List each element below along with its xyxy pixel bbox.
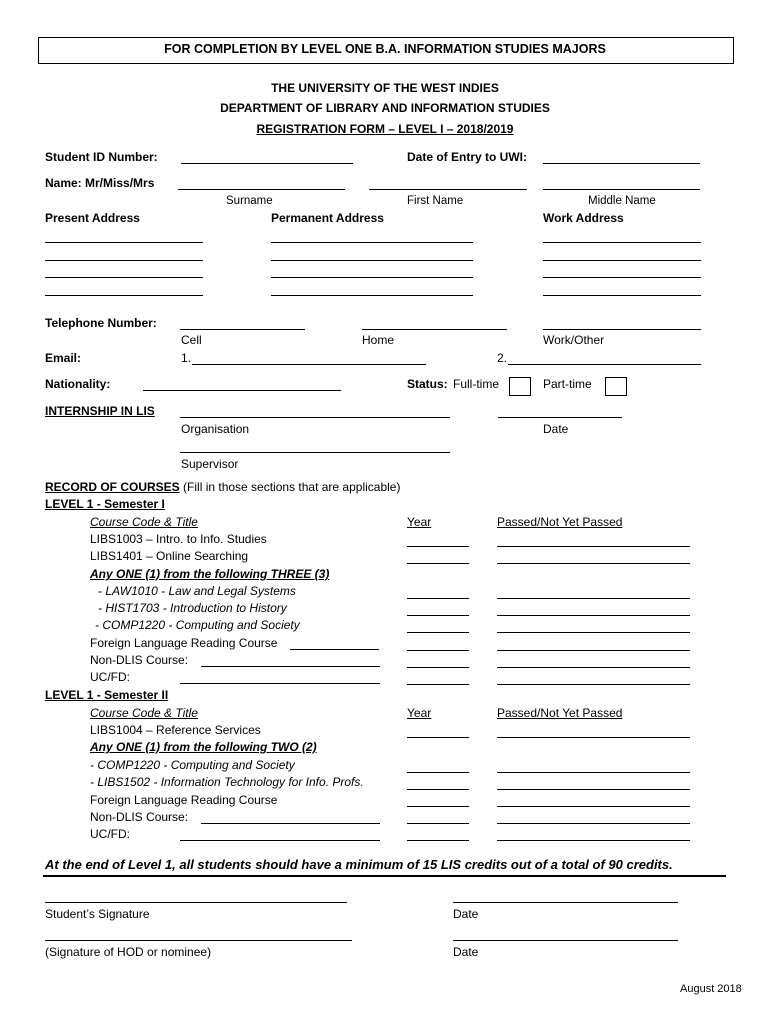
sem1-option-hist1703: - HIST1703 - Introduction to History [98, 601, 287, 615]
part-time-checkbox[interactable] [605, 377, 627, 396]
sem1-passed-field[interactable] [497, 667, 690, 668]
sem1-foreign-field[interactable] [290, 649, 379, 650]
full-time-checkbox[interactable] [509, 377, 531, 396]
supervisor-field[interactable] [180, 452, 450, 453]
cell-caption: Cell [181, 333, 202, 347]
work-other-caption: Work/Other [543, 333, 605, 347]
student-signature-caption: Student’s Signature [45, 907, 150, 921]
home-phone-field[interactable] [362, 329, 507, 330]
sem2-year-field[interactable] [407, 840, 469, 841]
sem2-course-header: Course Code & Title [90, 706, 198, 720]
student-signature-field[interactable] [45, 902, 347, 903]
sem1-passed-header: Passed/Not Yet Passed [497, 515, 623, 529]
sem1-option-law1010: - LAW1010 - Law and Legal Systems [98, 584, 296, 598]
work-address-line[interactable] [543, 242, 701, 243]
sem2-passed-field[interactable] [497, 806, 690, 807]
record-heading [45, 480, 400, 494]
entry-date-label: Date of Entry to UWI: [407, 150, 527, 164]
sem1-course-header: Course Code & Title [90, 515, 198, 529]
permanent-address-line[interactable] [271, 242, 473, 243]
sem2-any-one: Any ONE (1) from the following TWO (2) [90, 740, 317, 754]
hod-date-field[interactable] [453, 940, 678, 941]
semester-1-title: LEVEL 1 - Semester I [45, 497, 165, 511]
sem1-foreign-language: Foreign Language Reading Course [90, 636, 278, 650]
work-address-line[interactable] [543, 295, 701, 296]
sem1-ucfd-field[interactable] [180, 683, 380, 684]
present-address-line[interactable] [45, 260, 203, 261]
sem2-foreign-language: Foreign Language Reading Course [90, 793, 278, 807]
sem1-year-field[interactable] [407, 563, 469, 564]
email-1-number: 1. [181, 351, 192, 365]
sem2-passed-header: Passed/Not Yet Passed [497, 706, 623, 720]
sem1-year-field[interactable] [407, 598, 469, 599]
sem1-passed-field[interactable] [497, 598, 690, 599]
first-name-field[interactable] [369, 189, 527, 190]
sem1-any-one: Any ONE (1) from the following THREE (3) [90, 567, 330, 581]
sem1-year-field[interactable] [407, 632, 469, 633]
surname-field[interactable] [178, 189, 345, 190]
sem1-year-field[interactable] [407, 615, 469, 616]
student-date-caption: Date [453, 907, 479, 921]
supervisor-caption: Supervisor [181, 457, 239, 471]
revision-date: August 2018 [680, 983, 742, 995]
sem1-ucfd: UC/FD: [90, 670, 130, 684]
nationality-label: Nationality: [45, 377, 111, 391]
hod-signature-caption: (Signature of HOD or nominee) [45, 945, 212, 959]
surname-caption: Surname [226, 195, 273, 207]
sem2-year-field[interactable] [407, 806, 469, 807]
sem1-year-field[interactable] [407, 684, 469, 685]
work-phone-field[interactable] [543, 329, 701, 330]
sem2-year-field[interactable] [407, 772, 469, 773]
sem2-non-dlis: Non-DLIS Course: [90, 810, 189, 824]
student-id-label: Student ID Number: [45, 150, 158, 164]
nationality-field[interactable] [143, 390, 341, 391]
sem2-option-comp1220: - COMP1220 - Computing and Society [90, 758, 295, 772]
permanent-address-label: Permanent Address [271, 211, 384, 225]
form-title: REGISTRATION FORM – LEVEL I – 2018/2019 [256, 122, 514, 136]
sem1-passed-field[interactable] [497, 632, 690, 633]
sem2-option-libs1502: - LIBS1502 - Information Technology for Info. Profs. [90, 775, 364, 789]
sem1-option-comp1220: - COMP1220 - Computing and Society [95, 618, 300, 632]
email-2-number: 2. [497, 351, 508, 365]
permanent-address-line[interactable] [271, 260, 473, 261]
full-time-label: Full-time [453, 377, 500, 391]
permanent-address-line[interactable] [271, 295, 473, 296]
sem1-non-dlis-field[interactable] [201, 666, 380, 667]
work-address-line[interactable] [543, 260, 701, 261]
sem1-passed-field[interactable] [497, 615, 690, 616]
email-2-field[interactable] [508, 364, 701, 365]
sem1-passed-field[interactable] [497, 650, 690, 651]
present-address-label: Present Address [45, 211, 140, 225]
organisation-caption: Organisation [181, 422, 250, 436]
sem1-year-field[interactable] [407, 667, 469, 668]
present-address-line[interactable] [45, 295, 203, 296]
credit-requirement: At the end of Level 1, all students should have a minimum of 15 LIS credits out of a total of 90 credits. [45, 857, 673, 872]
work-address-label: Work Address [543, 211, 624, 225]
sem2-course-libs1004: LIBS1004 – Reference Services [90, 723, 261, 737]
home-caption: Home [362, 333, 395, 347]
sem2-passed-field[interactable] [497, 772, 690, 773]
first-name-caption: First Name [407, 195, 464, 207]
cell-phone-field[interactable] [180, 329, 305, 330]
hod-signature-field[interactable] [45, 940, 352, 941]
university-name: THE UNIVERSITY OF THE WEST INDIES [271, 81, 499, 95]
sem2-passed-field[interactable] [497, 823, 690, 824]
work-address-line[interactable] [543, 277, 701, 278]
sem2-passed-field[interactable] [497, 789, 690, 790]
sem2-ucfd-field[interactable] [180, 840, 380, 841]
requirement-divider [43, 875, 726, 877]
sem1-year-header: Year [407, 515, 432, 529]
organisation-field[interactable] [180, 417, 450, 418]
internship-title: INTERNSHIP IN LIS [45, 404, 155, 418]
hod-date-caption: Date [453, 945, 479, 959]
sem2-year-header: Year [407, 706, 432, 720]
internship-date-field[interactable] [498, 417, 622, 418]
record-note: (Fill in those sections that are applicable) [183, 480, 401, 494]
email-label: Email: [45, 351, 82, 365]
semester-2-title: LEVEL 1 - Semester II [45, 688, 169, 702]
sem2-non-dlis-field[interactable] [201, 823, 380, 824]
permanent-address-line[interactable] [271, 277, 473, 278]
sem2-passed-field[interactable] [497, 840, 690, 841]
sem1-year-field[interactable] [407, 546, 469, 547]
sem1-passed-field[interactable] [497, 546, 690, 547]
sem2-year-field[interactable] [407, 789, 469, 790]
part-time-label: Part-time [543, 377, 592, 391]
sem2-year-field[interactable] [407, 737, 469, 738]
sem2-year-field[interactable] [407, 823, 469, 824]
sem1-course-libs1401: LIBS1401 – Online Searching [90, 549, 249, 563]
entry-date-field[interactable] [543, 163, 700, 164]
email-1-field[interactable] [192, 364, 426, 365]
department-name: DEPARTMENT OF LIBRARY AND INFORMATION STUDIES [220, 101, 550, 115]
banner-text: FOR COMPLETION BY LEVEL ONE B.A. INFORMATION STUDIES MAJORS [164, 42, 606, 56]
middle-name-field[interactable] [543, 189, 700, 190]
sem2-ucfd: UC/FD: [90, 827, 130, 841]
sem1-passed-field[interactable] [497, 684, 690, 685]
present-address-line[interactable] [45, 277, 203, 278]
sem2-passed-field[interactable] [497, 737, 690, 738]
student-id-field[interactable] [181, 163, 353, 164]
present-address-line[interactable] [45, 242, 203, 243]
sem1-passed-field[interactable] [497, 563, 690, 564]
middle-name-caption: Middle Name [588, 195, 656, 207]
student-date-field[interactable] [453, 902, 678, 903]
internship-date-caption: Date [543, 422, 569, 436]
sem1-year-field[interactable] [407, 650, 469, 651]
sem1-course-libs1003: LIBS1003 – Intro. to Info. Studies [90, 532, 267, 546]
sem1-non-dlis: Non-DLIS Course: [90, 653, 189, 667]
record-title: RECORD OF COURSES [45, 480, 180, 494]
status-label: Status: [407, 377, 448, 391]
telephone-label: Telephone Number: [45, 316, 157, 330]
name-label: Name: Mr/Miss/Mrs [45, 176, 155, 190]
